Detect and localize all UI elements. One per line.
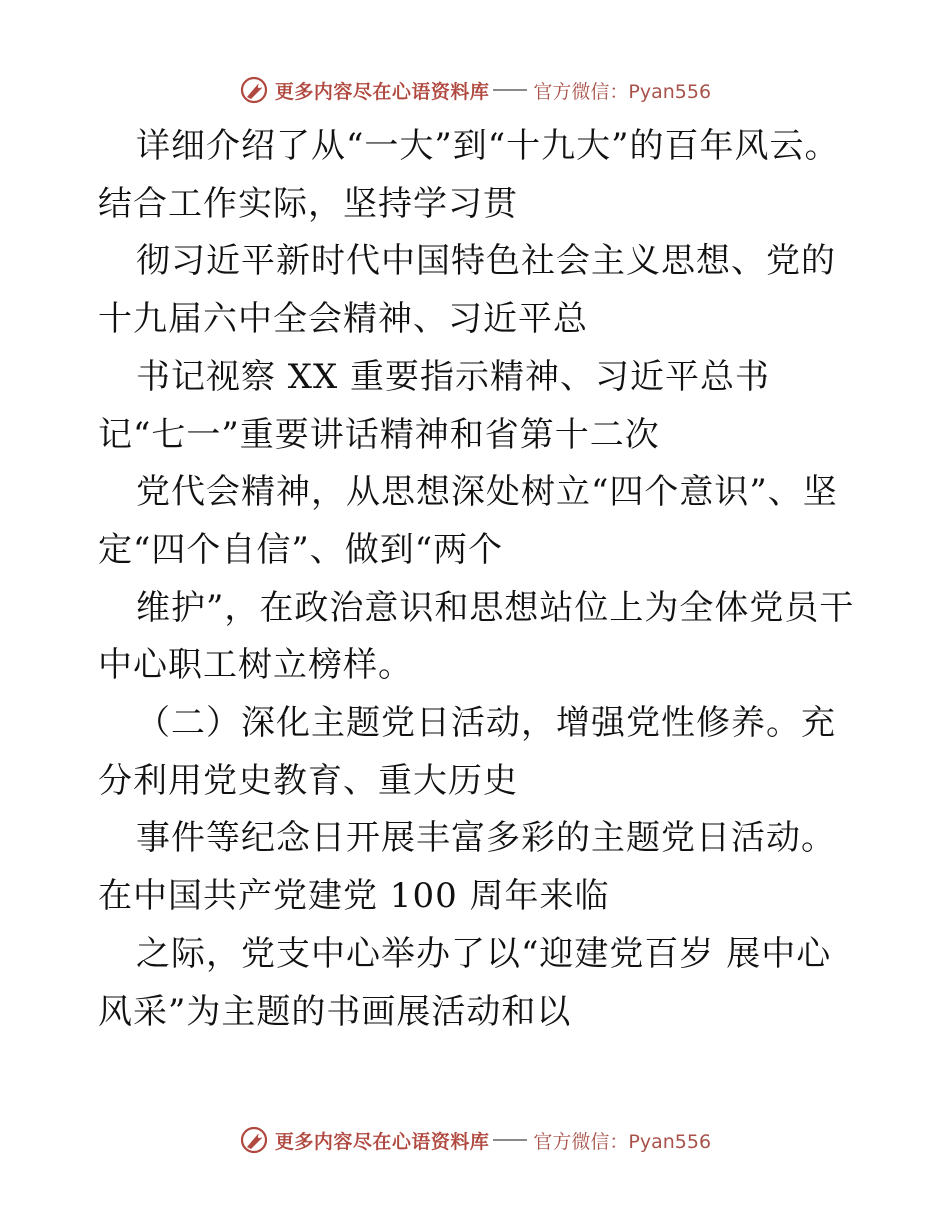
footer-watermark [0,1120,950,1160]
paragraph-4: 党代会精神，从思想深处树立“四个意识”、坚定“四个自信”、做到“两个 [98,472,838,570]
header-contact-text: 官方微信：Pyan556 [533,80,712,103]
paragraph-3: 书记视察 XX 重要指示精神、习近平总书记“七一”重要讲话精神和省第十二次 [98,356,771,455]
header-watermark [0,70,950,110]
paragraph-6: （二）深化主题党日活动，增强党性修养。充分利用党史教育、重大历史 [98,703,836,801]
pen-nib-logo-icon [239,75,269,105]
header-separator [493,89,527,91]
paragraph-2: 彻习近平新时代中国特色社会主义思想、党的十九届六中全会精神、习近平总 [98,241,836,340]
footer-contact-text: 官方微信：Pyan556 [533,1130,712,1153]
paragraph-5: 维护”，在政治意识和思想站位上为全体党员干中心职工树立榜样。 [98,587,855,686]
paragraph-8: 之际，党支中心举办了以“迎建党百岁 展中心风采”为主题的书画展活动和以 [98,933,832,1032]
pen-nib-logo-icon [239,1125,269,1155]
header-brand-text: 更多内容尽在心语资料库 [274,80,490,103]
footer-brand-text: 更多内容尽在心语资料库 [274,1130,490,1153]
paragraph-1: 详细介绍了从“一大”到“十九大”的百年风云。结合工作实际，坚持学习贯 [98,126,840,224]
document-body [98,118,858,1041]
paragraph-7: 事件等纪念日开展丰富多彩的主题党日活动。在中国共产党建党 100 周年来临 [98,818,836,917]
footer-separator [493,1139,527,1141]
